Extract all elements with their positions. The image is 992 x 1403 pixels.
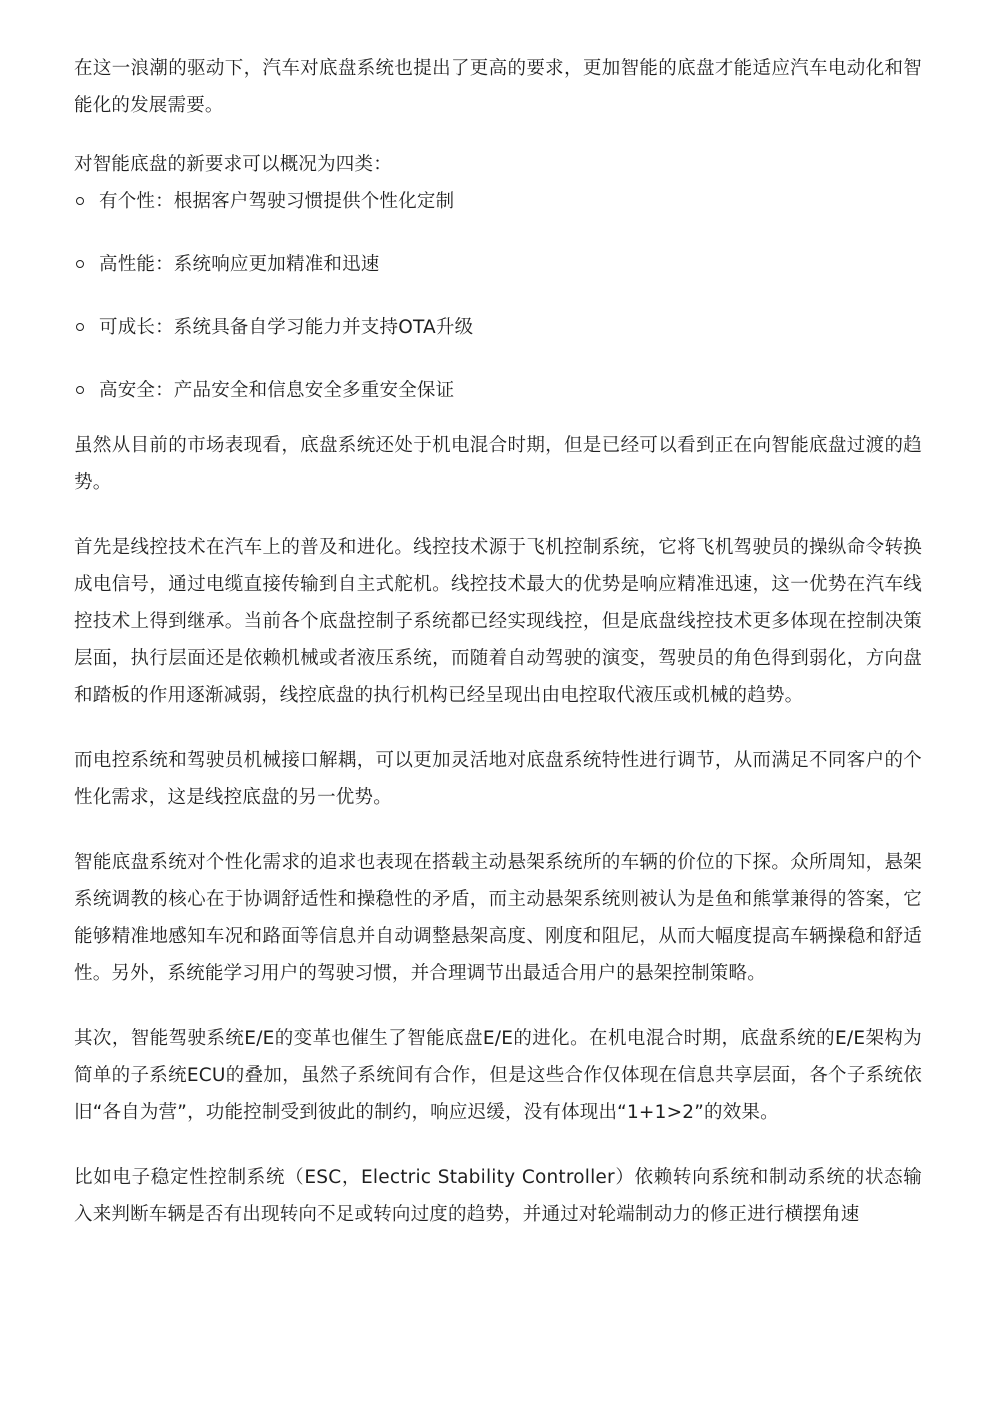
circle-bullet-icon (76, 197, 84, 205)
list-item-text: 高安全：产品安全和信息安全多重安全保证 (99, 380, 455, 401)
paragraph-ee-architecture: 其次，智能驾驶系统E/E的变革也催生了智能底盘E/E的进化。在机电混合时期，底盘系统的E/E架构为简单的子系统ECU的叠加，虽然子系统间有合作，但是这些合作仅体现在信息共享层面，各个子系统依旧“各自为营”，功能控制受到彼此的制约，响应迟缓，没有体现出“1+1>2”的效果。 (74, 1028, 922, 1123)
list-item-text: 可成长：系统具备自学习能力并支持OTA升级 (99, 317, 474, 338)
circle-bullet-icon (76, 386, 84, 394)
list-item (74, 372, 922, 409)
article-body (74, 50, 922, 1233)
list-item-text: 高性能：系统响应更加精准和迅速 (99, 254, 380, 275)
requirements-list (74, 183, 922, 409)
circle-bullet-icon (76, 260, 84, 268)
paragraph-wire-control: 首先是线控技术在汽车上的普及和进化。线控技术源于飞机控制系统，它将飞机驾驶员的操纵命令转换成电信号，通过电缆直接传输到自主式舵机。线控技术最大的优势是响应精准迅速，这一优势在汽车线控技术上得到继承。当前各个底盘控制子系统都已经实现线控，但是底盘线控技术更多体现在控制决策层面，执行层面还是依赖机械或者液压系统，而随着自动驾驶的演变，驾驶员的角色得到弱化，方向盘和踏板的作用逐渐减弱，线控底盘的执行机构已经呈现出由电控取代液压或机械的趋势。 (74, 537, 922, 706)
paragraph-intro: 在这一浪潮的驱动下，汽车对底盘系统也提出了更高的要求，更加智能的底盘才能适应汽车电动化和智能化的发展需要。 (74, 58, 922, 116)
paragraph-esc-example: 比如电子稳定性控制系统（ESC，Electric Stability Controller）依赖转向系统和制动系统的状态输入来判断车辆是否有出现转向不足或转向过度的趋势，并通过对轮端制动力的修正进行横摆角速 (74, 1167, 922, 1225)
paragraph-market-trend: 虽然从目前的市场表现看，底盘系统还处于机电混合时期，但是已经可以看到正在向智能底盘过渡的趋势。 (74, 435, 922, 493)
paragraph-decoupling: 而电控系统和驾驶员机械接口解耦，可以更加灵活地对底盘系统特性进行调节，从而满足不同客户的个性化需求，这是线控底盘的另一优势。 (74, 750, 922, 808)
list-item (74, 309, 922, 346)
paragraph-requirements-intro: 对智能底盘的新要求可以概况为四类： (74, 154, 392, 175)
list-item (74, 246, 922, 283)
circle-bullet-icon (76, 323, 84, 331)
list-item-text: 有个性：根据客户驾驶习惯提供个性化定制 (99, 191, 455, 212)
list-item (74, 183, 922, 220)
paragraph-active-suspension: 智能底盘系统对个性化需求的追求也表现在搭载主动悬架系统所的车辆的价位的下探。众所周知，悬架系统调教的核心在于协调舒适性和操稳性的矛盾，而主动悬架系统则被认为是鱼和熊掌兼得的答案，它能够精准地感知车况和路面等信息并自动调整悬架高度、刚度和阻尼，从而大幅度提高车辆操稳和舒适性。另外，系统能学习用户的驾驶习惯，并合理调节出最适合用户的悬架控制策略。 (74, 852, 922, 984)
